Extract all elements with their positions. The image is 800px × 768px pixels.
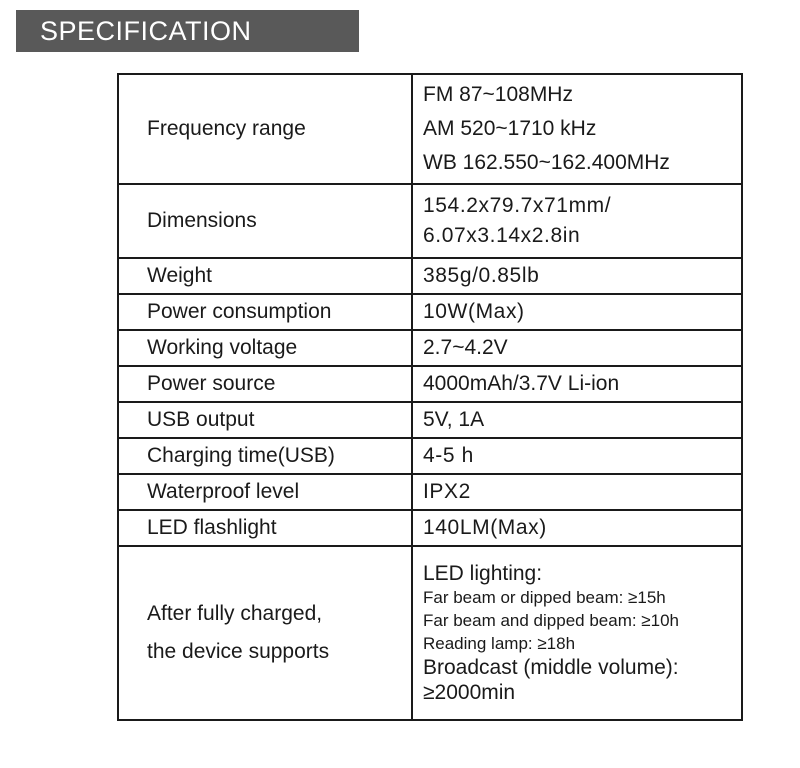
spec-value: [412, 74, 742, 184]
spec-label: Weight: [118, 258, 412, 294]
section-title: SPECIFICATION: [40, 15, 252, 46]
table-row: [118, 510, 742, 546]
spec-label: LED flashlight: [118, 510, 412, 546]
spec-label: Waterproof level: [118, 474, 412, 510]
table-row: [118, 330, 742, 366]
spec-value: 5V, 1A: [412, 402, 742, 438]
supports-label-line: the device supports: [147, 640, 330, 663]
specification-table: [117, 73, 743, 721]
table-row: [118, 184, 742, 258]
spec-label: [118, 546, 412, 720]
spec-label: Charging time(USB): [118, 438, 412, 474]
led-item: Far beam or dipped beam: ≥15h: [423, 588, 666, 607]
frequency-wb: WB 162.550~162.400MHz: [423, 151, 670, 174]
spec-value: [412, 184, 742, 258]
led-item: Reading lamp: ≥18h: [423, 634, 576, 653]
broadcast-value: ≥2000min: [423, 681, 516, 704]
table-row: [118, 438, 742, 474]
table-row: [118, 546, 742, 720]
spec-label: USB output: [118, 402, 412, 438]
broadcast-title: Broadcast (middle volume):: [423, 656, 679, 679]
table-row: [118, 366, 742, 402]
table-row: [118, 74, 742, 184]
frequency-fm: FM 87~108MHz: [423, 83, 573, 106]
dimensions-imperial: 6.07x3.14x2.8in: [423, 224, 581, 247]
table-row: [118, 402, 742, 438]
dimensions-metric: 154.2x79.7x71mm/: [423, 194, 612, 217]
supports-label-line: After fully charged,: [147, 602, 323, 625]
spec-value: 385g/0.85lb: [412, 258, 742, 294]
spec-label: Dimensions: [118, 184, 412, 258]
spec-label: Frequency range: [118, 74, 412, 184]
spec-value: 10W(Max): [412, 294, 742, 330]
spec-value: IPX2: [412, 474, 742, 510]
table-row: [118, 474, 742, 510]
spec-label: Power source: [118, 366, 412, 402]
spec-value: 4000mAh/3.7V Li-ion: [412, 366, 742, 402]
table-row: [118, 258, 742, 294]
spec-value: [412, 546, 742, 720]
table-row: [118, 294, 742, 330]
spec-label: Working voltage: [118, 330, 412, 366]
led-item: Far beam and dipped beam: ≥10h: [423, 611, 679, 630]
spec-value: 4-5 h: [412, 438, 742, 474]
led-lighting-title: LED lighting:: [423, 562, 543, 585]
spec-label: Power consumption: [118, 294, 412, 330]
spec-value: 2.7~4.2V: [412, 330, 742, 366]
spec-value: 140LM(Max): [412, 510, 742, 546]
section-header: [16, 10, 359, 52]
frequency-am: AM 520~1710 kHz: [423, 117, 597, 140]
